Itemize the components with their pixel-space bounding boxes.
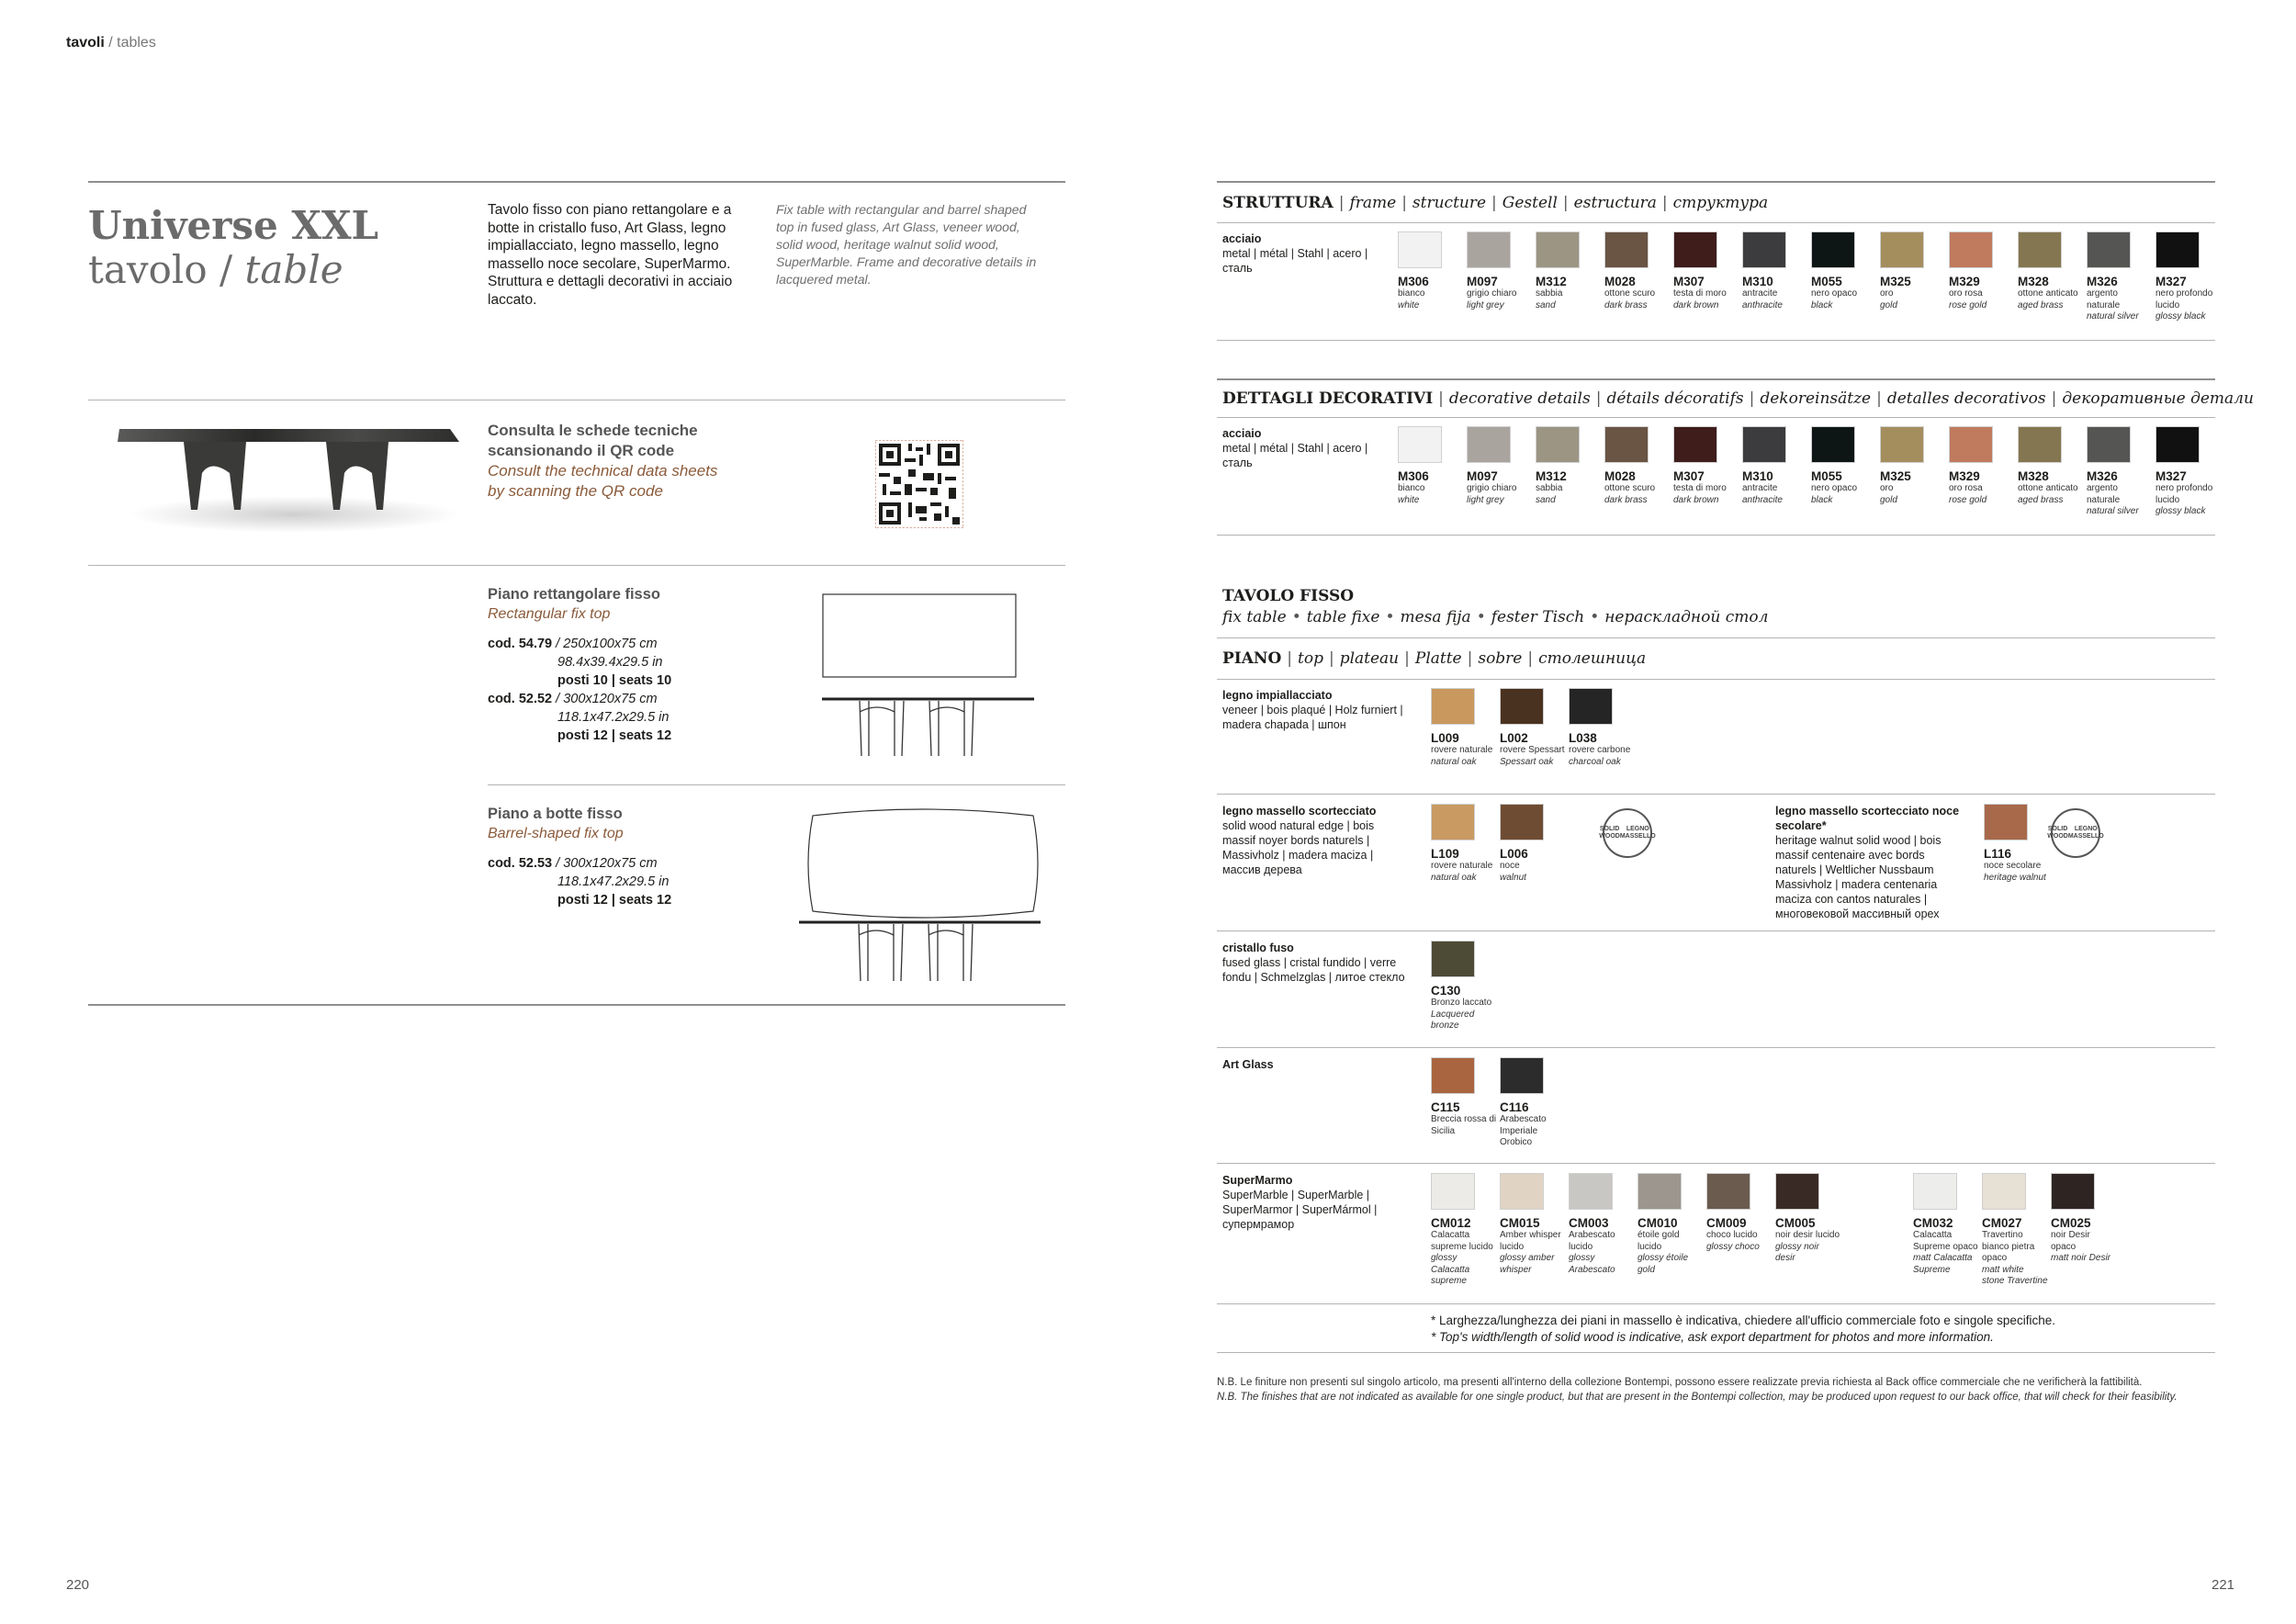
qr-caption [488,421,763,502]
metal-swatch-row-decor [1398,426,2213,529]
seats: posti 12 | seats 12 [557,728,672,743]
swatch-chip [1569,688,1613,725]
swatch-name-en: dark brown [1673,299,1719,310]
divider [88,1004,1065,1006]
swatch-code: L038 [1569,731,1597,745]
divider [88,565,1065,566]
swatch-chip [1949,231,1993,268]
swatch-l109 [1431,804,1497,884]
swatch-chip [1913,1173,1957,1210]
swatch-m312 [1536,231,1602,311]
swatch-name-en: black [1811,299,1833,310]
divider [1217,1047,2215,1048]
swatch-name-en: glossy noir desir [1775,1241,1819,1263]
swatch-name-en: dark brown [1673,494,1719,505]
swatch-code: M310 [1742,275,1773,288]
tavolo-subtitle: fix table • table fixe • mesa fija • fester Tisch • нераскладной стол [1222,608,1769,626]
swatch-chip [1742,426,1786,463]
swatch-name-en: aged brass [2018,299,2064,310]
swatch-name-en: sand [1536,299,1556,310]
divider [1217,679,2215,680]
breadcrumb [66,35,156,51]
swatch-c130 [1431,941,1497,1032]
swatch-l006 [1500,804,1566,884]
swatch-name-en: charcoal oak [1569,756,1621,767]
divider [88,181,1065,183]
swatch-code: M326 [2087,275,2118,288]
swatch-chip [1880,231,1924,268]
swatch-name-en: matt white stone Travertine [1982,1264,2048,1286]
seats: posti 12 | seats 12 [557,893,672,908]
swatch-name-en: white [1398,494,1420,505]
swatch-code: M097 [1467,469,1498,483]
swatch-name-it: nero opaco [1811,288,1858,299]
struttura-heading: STRUTTURA | frame | structure | Gestell | estructura | структура [1222,194,1769,212]
divider [1217,1303,2215,1304]
divider [1217,535,2215,536]
swatch-m306 [1398,231,1464,311]
swatch-m326 [2087,231,2153,323]
swatch-name-en: glossy étoile gold [1638,1253,1689,1275]
swatch-code: CM010 [1638,1216,1678,1230]
material-label-fused-glass: cristallo fuso fused glass | cristal fundido | verre fondu | Schmelzglas | литое стекло [1222,942,1405,984]
swatch-name-it: noce [1500,861,1520,871]
swatch-name-it: nero profondo lucido [2155,483,2213,505]
swatch-name-en: glossy amber whisper [1500,1253,1555,1275]
nb-note-it: N.B. Le finiture non presenti sul singolo articolo, ma presenti all'interno della collezione Bontempi, possono essere realizzate previa richiesta al Back office commerciale che ne verificherà la fattibilità. [1217,1377,2143,1388]
swatch-m097 [1467,426,1533,506]
swatch-code: M325 [1880,469,1911,483]
swatch-code: M326 [2087,469,2118,483]
swatch-name-en: dark brass [1604,494,1648,505]
swatch-name-it: oro rosa [1949,288,1983,299]
swatch-chip [2018,426,2062,463]
swatch-name-it: antracite [1742,483,1778,493]
rect-code-2 [488,690,763,708]
swatch-c115 [1431,1057,1497,1137]
product-type-en: table [244,247,343,292]
swatch-chip [2051,1173,2095,1210]
breadcrumb-rest: / tables [104,35,156,51]
dimensions: / 300x120x75 cm [552,856,658,871]
swatch-name-it: nero profondo lucido [2155,288,2213,310]
swatch-name-en: gold [1880,494,1897,505]
swatch-code: M055 [1811,469,1842,483]
breadcrumb-current: tavoli [66,35,105,51]
swatch-chip [1811,231,1855,268]
swatch-m329 [1949,231,2015,311]
swatch-code: M327 [2155,275,2187,288]
swatch-code: CM003 [1569,1216,1609,1230]
swatch-cm012 [1431,1173,1497,1288]
swatch-name-it: Calacatta supreme lucido [1431,1230,1493,1252]
swatch-name-en: black [1811,494,1833,505]
swatch-cm015 [1500,1173,1566,1276]
swatch-cm003 [1569,1173,1635,1276]
swatch-name-en: Lacquered bronze [1431,1009,1475,1031]
swatch-code: M328 [2018,469,2049,483]
swatch-code: M325 [1880,275,1911,288]
swatch-code: C130 [1431,984,1461,998]
barrel-top-subtitle: Barrel-shaped fix top [488,826,624,841]
heading-bold: STRUTTURA [1222,194,1334,212]
dimensions-inches: 118.1x47.2x29.5 in [557,710,670,725]
swatch-m328 [2018,426,2084,506]
swatch-name-en: rose gold [1949,299,1987,310]
material-label-solid-wood: legno massello scortecciato solid wood natural edge | bois massif noyer bords naturels | Massivholz | madera maciza | массив дерева [1222,805,1377,876]
swatch-name-it: choco lucido [1706,1230,1758,1240]
swatch-name-it: rovere carbone [1569,745,1631,755]
swatch-m097 [1467,231,1533,311]
swatch-chip [1742,231,1786,268]
swatch-code: CM005 [1775,1216,1816,1230]
swatch-m307 [1673,426,1739,506]
swatch-chip [1536,231,1580,268]
dimensions-inches: 118.1x47.2x29.5 in [557,874,670,889]
swatch-name-it: testa di moro [1673,483,1727,493]
swatch-name-en: dark brass [1604,299,1648,310]
swatch-name-it: nero opaco [1811,483,1858,493]
qr-sub-line2: by scanning the QR code [488,482,663,500]
material-label-supermarble: SuperMarmo SuperMarble | SuperMarble | SuperMarmor | SuperMármol | супермрамор [1222,1174,1378,1231]
swatch-code: M327 [2155,469,2187,483]
swatch-name-it: grigio chiaro [1467,483,1517,493]
material-label-art-glass: Art Glass [1222,1058,1274,1071]
swatch-m327 [2155,426,2222,518]
metal-swatch-row-frame [1398,231,2213,334]
swatch-chip [1706,1173,1750,1210]
barrel-top-title: Piano a botte fisso [488,806,623,822]
product-type [88,248,378,292]
swatch-chip [2155,426,2200,463]
swatch-name-en: heritage walnut [1984,872,2046,883]
swatch-code: M306 [1398,275,1429,288]
swatch-name-it: antracite [1742,288,1778,299]
swatch-m325 [1880,426,1946,506]
swatch-code: M312 [1536,469,1567,483]
swatch-chip [1398,426,1442,463]
swatch-m312 [1536,426,1602,506]
swatch-m310 [1742,231,1808,311]
barrel-top-info [488,805,763,909]
swatch-name-it: sabbia [1536,288,1563,299]
swatch-m307 [1673,231,1739,311]
veneer-swatch-row [1431,688,1706,789]
divider [1217,417,2215,418]
swatch-name-en: natural silver [2087,506,2139,516]
qr-title-line2: scansionando il QR code [488,442,675,459]
swatch-name-it: rovere naturale [1431,861,1493,871]
swatch-code: M028 [1604,275,1636,288]
art-glass-swatch-row [1431,1057,1615,1158]
nb-note-en: N.B. The finishes that are not indicated as available for one single product, but that are present in the Bontempi collection, may be produced upon request to our back office, that will check for their feasibility. [1217,1392,2178,1403]
swatch-name-it: Arabescato Imperiale Orobico [1500,1114,1547,1147]
swatch-chip [1431,941,1475,977]
supermarble-swatch-row [1431,1173,2221,1302]
swatch-name-en: gold [1880,299,1897,310]
swatch-name-it: argento naturale [2087,288,2121,310]
swatch-m325 [1880,231,1946,311]
swatch-chip [1431,804,1475,840]
swatch-name-en: natural silver [2087,311,2139,321]
divider [1217,637,2215,638]
rect-top-title: Piano rettangolare fisso [488,586,660,603]
swatch-name-it: rovere naturale [1431,745,1493,755]
swatch-code: M310 [1742,469,1773,483]
swatch-l009 [1431,688,1497,768]
swatch-cm027 [1982,1173,2048,1288]
rect-top-drawing [817,592,1047,762]
swatch-name-en: glossy black [2155,506,2206,516]
swatch-m327 [2155,231,2222,323]
swatch-name-en: light grey [1467,494,1504,505]
page-number-right: 221 [2212,1577,2235,1593]
code: cod. 52.53 [488,856,553,871]
code: cod. 52.52 [488,692,553,706]
swatch-code: M028 [1604,469,1636,483]
divider [1217,378,2215,380]
qr-sub-line1: Consult the technical data sheets [488,462,718,479]
decor-heading: DETTAGLI DECORATIVI | decorative details | détails décoratifs | dekoreinsätze | detalles decorativos | декоративные детали [1222,389,2254,408]
swatch-name-en: glossy choco [1706,1241,1760,1252]
swatch-code: M307 [1673,275,1705,288]
swatch-code: M312 [1536,275,1567,288]
table-product-image [110,418,464,537]
swatch-chip [1431,1173,1475,1210]
divider [1217,1163,2215,1164]
swatch-name-it: Amber whisper lucido [1500,1230,1561,1252]
swatch-chip [1982,1173,2026,1210]
product-name: Universe XXL [88,203,379,248]
tavolo-title: TAVOLO FISSO [1222,587,1355,605]
swatch-name-it: Arabescato lucido [1569,1230,1615,1252]
swatch-chip [1673,231,1717,268]
divider [488,784,1065,785]
swatch-name-it: étoile gold lucido [1638,1230,1680,1252]
swatch-chip [1775,1173,1819,1210]
swatch-chip [1604,231,1649,268]
swatch-name-it: testa di moro [1673,288,1727,299]
material-label-acciaio: acciaio metal | métal | Stahl | acero | сталь [1222,427,1368,469]
swatch-name-it: noir Desir opaco [2051,1230,2090,1252]
swatch-chip [1467,426,1511,463]
swatch-name-en: matt Calacatta Supreme [1913,1253,1973,1275]
barrel-top-drawing [794,808,1052,987]
qr-code[interactable] [875,440,963,528]
swatch-name-en: anthracite [1742,299,1783,310]
solid-wood-badge: SOLID WOOD LEGNO MASSELLO [2051,808,2100,858]
swatch-code: C115 [1431,1100,1460,1114]
qr-title-line1: Consulta le schede tecniche [488,422,698,439]
piano-heading: PIANO | top | plateau | Platte | sobre | столешница [1222,649,1647,668]
solid-wood-badge: SOLID WOOD LEGNO MASSELLO [1603,808,1652,858]
divider [1217,181,2215,183]
swatch-cm032 [1913,1173,1979,1276]
code: cod. 54.79 [488,637,553,651]
seats: posti 10 | seats 10 [557,673,672,688]
rect-code-1 [488,635,763,653]
swatch-name-en: anthracite [1742,494,1783,505]
swatch-chip [1949,426,1993,463]
swatch-m028 [1604,426,1671,506]
swatch-m055 [1811,231,1877,311]
description-en: Fix table with rectangular and barrel shaped top in fused glass, Art Glass, veneer wood, solid wood, heritage walnut solid wood, SuperMarble. Frame and decorative details in lacquered metal. [776,202,1037,287]
dimensions: / 250x100x75 cm [552,637,658,651]
page-title [88,204,378,292]
swatch-chip [1638,1173,1682,1210]
swatch-code: CM025 [2051,1216,2091,1230]
swatch-name-it: ottone scuro [1604,483,1656,493]
swatch-chip [1536,426,1580,463]
swatch-m329 [1949,426,2015,506]
swatch-name-it: Calacatta Supreme opaco [1913,1230,1978,1252]
swatch-name-it: argento naturale [2087,483,2121,505]
swatch-code: CM015 [1500,1216,1540,1230]
swatch-chip [2018,231,2062,268]
swatch-name-it: ottone anticato [2018,288,2078,299]
swatch-code: L109 [1431,847,1459,861]
swatch-name-en: white [1398,299,1420,310]
swatch-l002 [1500,688,1566,768]
swatch-chip [2155,231,2200,268]
swatch-name-it: Breccia rossa di Sicilia [1431,1114,1497,1136]
swatch-name-it: rovere Spessart [1500,745,1565,755]
swatch-chip [2087,426,2131,463]
swatch-chip [1500,804,1544,840]
swatch-chip [1398,231,1442,268]
material-label-heritage-walnut: legno massello scortecciato noce secolare* heritage walnut solid wood | bois massif centenaire avec bords naturels | Weltlicher Nussbaum Massivholz | madera centenaria maciza con cantos naturales | многовековой массивный орех [1775,805,1960,920]
swatch-name-en: sand [1536,494,1556,505]
swatch-name-it: oro [1880,288,1894,299]
swatch-l038 [1569,688,1635,768]
swatch-code: L006 [1500,847,1528,861]
swatch-chip [1500,1057,1544,1094]
swatch-chip [1500,688,1544,725]
swatch-name-en: Spessart oak [1500,756,1554,767]
swatch-m326 [2087,426,2153,518]
swatch-name-en: matt noir Desir [2051,1253,2111,1263]
barrel-code-1 [488,854,763,873]
swatch-chip [1431,1057,1475,1094]
swatch-name-it: bianco [1398,288,1425,299]
swatch-chip [1431,688,1475,725]
swatch-code: L002 [1500,731,1528,745]
swatch-m328 [2018,231,2084,311]
swatch-name-it: oro [1880,483,1894,493]
swatch-name-it: ottone scuro [1604,288,1656,299]
swatch-code: M055 [1811,275,1842,288]
divider [1217,930,2215,931]
swatch-code: CM032 [1913,1216,1953,1230]
swatch-chip [1569,1173,1613,1210]
swatch-code: L009 [1431,731,1459,745]
swatch-chip [2087,231,2131,268]
swatch-code: CM012 [1431,1216,1471,1230]
swatch-code: L116 [1984,847,2012,861]
footnote-it: * Larghezza/lunghezza dei piani in massello è indicativa, chiedere all'ufficio commerciale foto e singole specifiche. [1431,1314,2055,1327]
swatch-code: M306 [1398,469,1429,483]
swatch-code: C116 [1500,1100,1529,1114]
swatch-code: CM027 [1982,1216,2022,1230]
swatch-chip [1500,1173,1544,1210]
swatch-code: CM009 [1706,1216,1747,1230]
swatch-m306 [1398,426,1464,506]
swatch-name-en: glossy black [2155,311,2206,321]
swatch-chip [1673,426,1717,463]
swatch-chip [1604,426,1649,463]
swatch-chip [1467,231,1511,268]
divider [1217,1352,2215,1353]
divider [1217,340,2215,341]
footnote-en: * Top's width/length of solid wood is indicative, ask export department for photos and more information. [1431,1330,1994,1344]
swatch-m310 [1742,426,1808,506]
dimensions: / 300x120x75 cm [552,692,658,706]
material-label-veneer: legno impiallacciato veneer | bois plaqué | Holz furniert | madera chapada | шпон [1222,689,1403,731]
swatch-code: M329 [1949,275,1980,288]
swatch-name-it: sabbia [1536,483,1563,493]
swatch-name-it: Travertino bianco pietra opaco [1982,1230,2035,1263]
description-it: Tavolo fisso con piano rettangolare e a botte in cristallo fuso, Art Glass, legno impiallacciato, legno massello, legno massello noce secolare, SuperMarmo. Struttura e dettagli decorativi in acciaio laccato. [488,202,733,308]
swatch-chip [1811,426,1855,463]
swatch-m055 [1811,426,1877,506]
swatch-name-it: grigio chiaro [1467,288,1517,299]
swatch-name-it: noce secolare [1984,861,2042,871]
fused-glass-swatch-row [1431,941,1523,1042]
swatch-l116 [1984,804,2050,884]
product-type-it: tavolo / [88,247,245,292]
swatch-name-en: glossy Arabescato [1569,1253,1615,1275]
dimensions-inches: 98.4x39.4x29.5 in [557,655,663,670]
swatch-code: M097 [1467,275,1498,288]
swatch-chip [1984,804,2028,840]
swatch-name-en: walnut [1500,872,1526,883]
swatch-cm005 [1775,1173,1841,1265]
page-number-left: 220 [66,1577,90,1593]
swatch-code: M329 [1949,469,1980,483]
swatch-c116 [1500,1057,1566,1149]
swatch-cm009 [1706,1173,1773,1253]
swatch-name-en: aged brass [2018,494,2064,505]
rect-top-info [488,585,763,745]
swatch-cm010 [1638,1173,1704,1276]
swatch-name-it: oro rosa [1949,483,1983,493]
swatch-m028 [1604,231,1671,311]
swatch-name-en: rose gold [1949,494,1987,505]
swatch-name-en: natural oak [1431,756,1477,767]
divider [1217,222,2215,223]
swatch-name-it: ottone anticato [2018,483,2078,493]
swatch-name-it: Bronzo laccato [1431,998,1492,1008]
swatch-name-en: light grey [1467,299,1504,310]
swatch-code: M328 [2018,275,2049,288]
solid-wood-swatch-row [1431,804,1615,905]
swatch-chip [1880,426,1924,463]
swatch-name-it: bianco [1398,483,1425,493]
swatch-cm025 [2051,1173,2117,1265]
swatch-code: M307 [1673,469,1705,483]
rect-top-subtitle: Rectangular fix top [488,606,611,622]
swatch-name-it: noir desir lucido [1775,1230,1840,1240]
material-label-acciaio: acciaio metal | métal | Stahl | acero | сталь [1222,232,1368,275]
swatch-name-en: natural oak [1431,872,1477,883]
swatch-name-en: glossy Calacatta supreme [1431,1253,1470,1286]
divider [1217,794,2215,795]
